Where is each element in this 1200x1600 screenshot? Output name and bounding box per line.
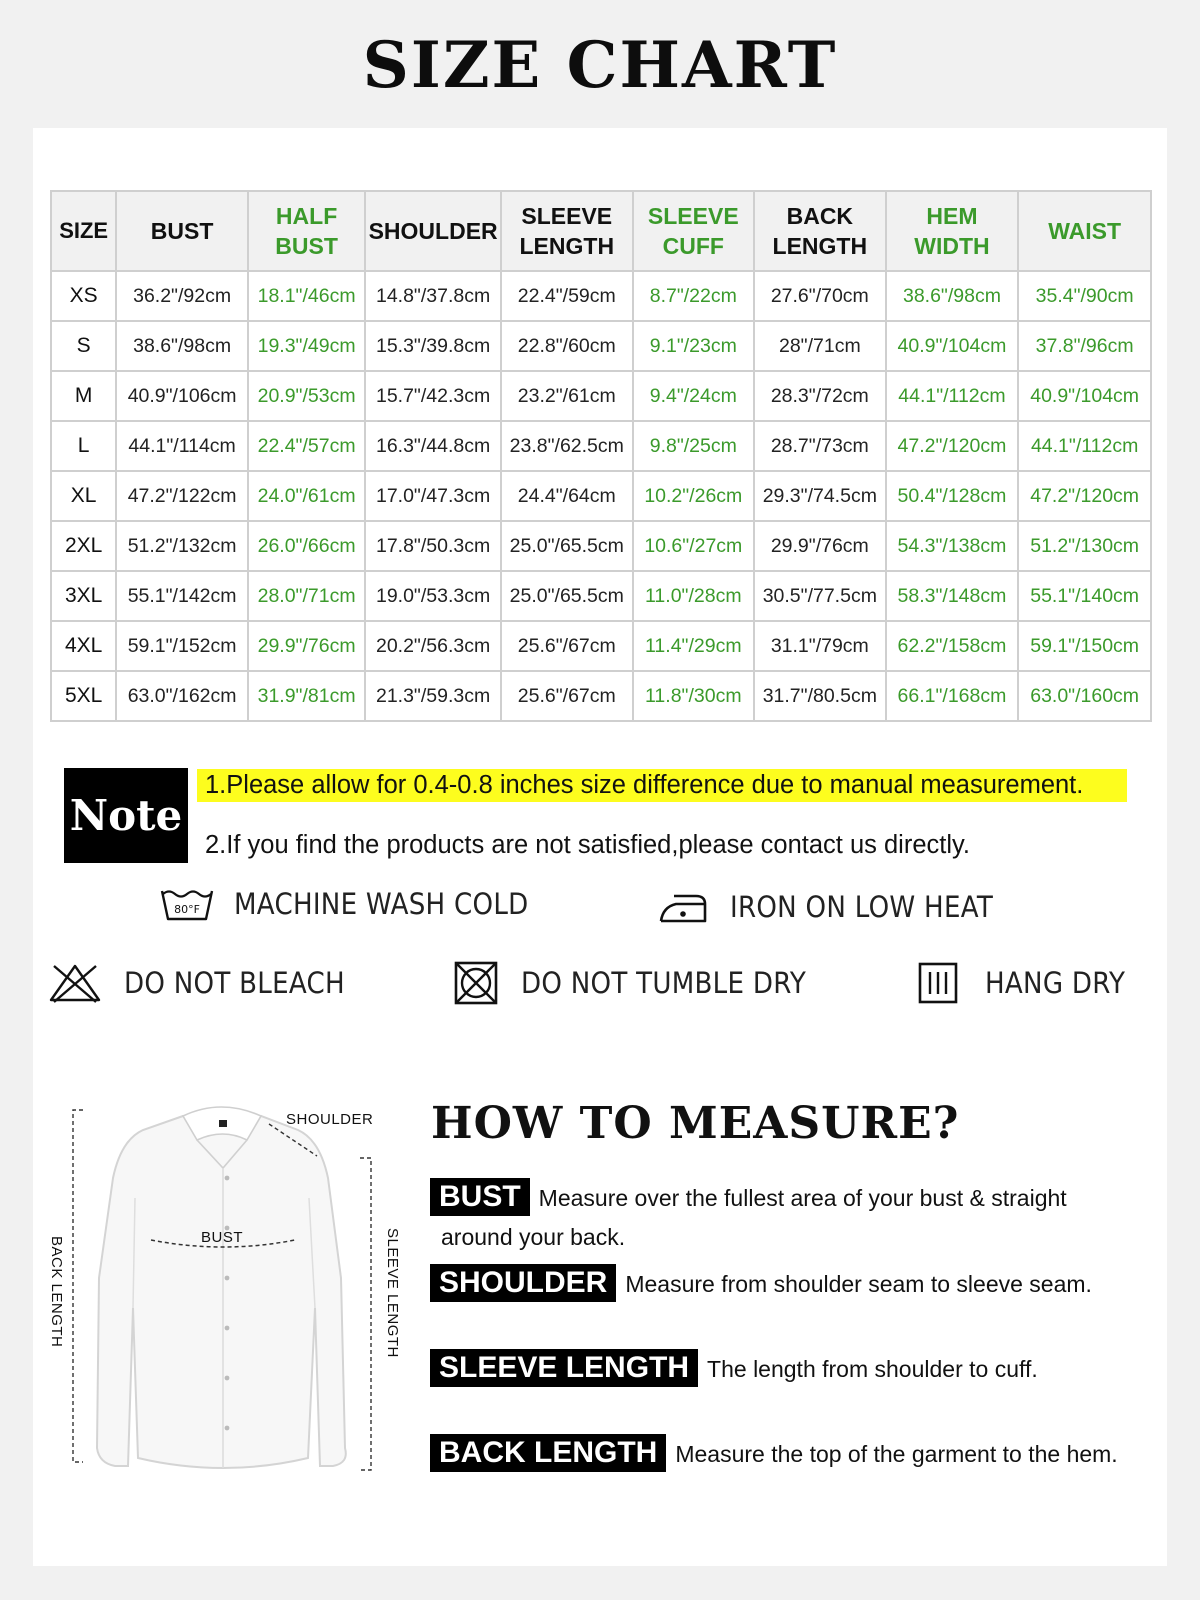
measurement-cell: 16.3"/44.8cm: [365, 421, 501, 471]
measurement-cell: 40.9"/104cm: [1018, 371, 1151, 421]
measurement-cell: 51.2"/132cm: [116, 521, 248, 571]
table-row: [51, 471, 1151, 521]
shoulder-desc: Measure from shoulder seam to sleeve seam.: [625, 1271, 1092, 1297]
measurement-cell: 27.6"/70cm: [754, 271, 886, 321]
size-cell: S: [51, 321, 116, 371]
column-header-shoulder: SHOULDER: [365, 191, 501, 271]
shirt-illustration: [33, 1078, 423, 1498]
measurement-cell: 28.3"/72cm: [754, 371, 886, 421]
sleeve-length-desc: The length from shoulder to cuff.: [707, 1356, 1038, 1382]
measurement-cell: 29.9"/76cm: [754, 521, 886, 571]
measurement-cell: 24.0"/61cm: [248, 471, 365, 521]
table-body: [51, 271, 1151, 721]
note-line-1: 1.Please allow for 0.4-0.8 inches size difference due to manual measurement.: [197, 769, 1127, 802]
measurement-cell: 59.1"/150cm: [1018, 621, 1151, 671]
measurement-cell: 23.8"/62.5cm: [501, 421, 633, 471]
measurement-cell: 9.4"/24cm: [633, 371, 754, 421]
column-header-back-length: BACK LENGTH: [754, 191, 886, 271]
table-row: [51, 321, 1151, 371]
measurement-cell: 38.6"/98cm: [116, 321, 248, 371]
measurement-cell: 55.1"/142cm: [116, 571, 248, 621]
measurement-cell: 63.0"/162cm: [116, 671, 248, 721]
measurement-cell: 44.1"/112cm: [886, 371, 1019, 421]
shoulder-label: SHOULDER: [286, 1111, 374, 1128]
care-iron: [658, 890, 1022, 924]
iron-label: IRON ON LOW HEAT: [730, 890, 994, 924]
measurement-cell: 31.9"/81cm: [248, 671, 365, 721]
measurement-cell: 58.3"/148cm: [886, 571, 1019, 621]
hang-dry-icon: [917, 961, 959, 1005]
measurement-cell: 29.9"/76cm: [248, 621, 365, 671]
bust-desc-continued: around your back.: [441, 1224, 626, 1250]
size-cell: 2XL: [51, 521, 116, 571]
measurement-cell: 47.2"/120cm: [886, 421, 1019, 471]
size-table: [50, 190, 1152, 722]
measurement-cell: 22.8"/60cm: [501, 321, 633, 371]
measurement-cell: 19.0"/53.3cm: [365, 571, 501, 621]
measurement-cell: 15.7"/42.3cm: [365, 371, 501, 421]
table-row: [51, 521, 1151, 571]
measurement-cell: 28.7"/73cm: [754, 421, 886, 471]
sleeve-length-tag: SLEEVE LENGTH: [430, 1349, 698, 1387]
table-row: [51, 371, 1151, 421]
measurement-cell: 28.0"/71cm: [248, 571, 365, 621]
measurement-cell: 26.0"/66cm: [248, 521, 365, 571]
page-title: SIZE CHART: [362, 28, 838, 103]
size-cell: 3XL: [51, 571, 116, 621]
hang-dry-label: HANG DRY: [985, 966, 1126, 1000]
measurement-cell: 50.4"/128cm: [886, 471, 1019, 521]
shirt-diagram: [33, 1078, 423, 1498]
measurement-cell: 11.4"/29cm: [633, 621, 754, 671]
measurement-cell: 29.3"/74.5cm: [754, 471, 886, 521]
measurement-cell: 11.0"/28cm: [633, 571, 754, 621]
measurement-cell: 40.9"/106cm: [116, 371, 248, 421]
measurement-cell: 22.4"/57cm: [248, 421, 365, 471]
measurement-cell: 44.1"/112cm: [1018, 421, 1151, 471]
measurement-cell: 40.9"/104cm: [886, 321, 1019, 371]
measurement-cell: 19.3"/49cm: [248, 321, 365, 371]
care-hang-dry: [917, 961, 1141, 1005]
size-cell: 5XL: [51, 671, 116, 721]
measurement-cell: 66.1"/168cm: [886, 671, 1019, 721]
column-header-hem-width: HEM WIDTH: [886, 191, 1019, 271]
no-bleach-label: DO NOT BLEACH: [124, 966, 345, 1000]
back-length-desc: Measure the top of the garment to the hem.: [675, 1441, 1118, 1467]
measurement-cell: 25.0"/65.5cm: [501, 571, 633, 621]
size-cell: L: [51, 421, 116, 471]
measurement-cell: 38.6"/98cm: [886, 271, 1019, 321]
measurement-cell: 20.9"/53cm: [248, 371, 365, 421]
wash-tub-icon: [160, 886, 214, 922]
measurement-cell: 25.0"/65.5cm: [501, 521, 633, 571]
size-cell: M: [51, 371, 116, 421]
measure-back-length: [430, 1434, 1118, 1474]
measure-bust: [430, 1178, 1067, 1218]
measurement-cell: 20.2"/56.3cm: [365, 621, 501, 671]
column-header-size: SIZE: [51, 191, 116, 271]
column-header-sleeve-cuff: SLEEVE CUFF: [633, 191, 754, 271]
care-no-tumble: [453, 960, 838, 1006]
measurement-cell: 21.3"/59.3cm: [365, 671, 501, 721]
no-bleach-icon: [48, 962, 102, 1004]
size-cell: 4XL: [51, 621, 116, 671]
care-no-bleach: [48, 962, 370, 1004]
no-tumble-label: DO NOT TUMBLE DRY: [521, 966, 807, 1000]
measurement-cell: 17.8"/50.3cm: [365, 521, 501, 571]
measurement-cell: 62.2"/158cm: [886, 621, 1019, 671]
measurement-cell: 11.8"/30cm: [633, 671, 754, 721]
measurement-cell: 47.2"/120cm: [1018, 471, 1151, 521]
measurement-cell: 8.7"/22cm: [633, 271, 754, 321]
measurement-cell: 22.4"/59cm: [501, 271, 633, 321]
table-row: [51, 271, 1151, 321]
measurement-cell: 14.8"/37.8cm: [365, 271, 501, 321]
measurement-cell: 51.2"/130cm: [1018, 521, 1151, 571]
measurement-cell: 54.3"/138cm: [886, 521, 1019, 571]
measurement-cell: 63.0"/160cm: [1018, 671, 1151, 721]
measurement-cell: 10.2"/26cm: [633, 471, 754, 521]
bust-label: BUST: [201, 1229, 244, 1246]
machine-wash-label: MACHINE WASH COLD: [234, 887, 529, 921]
measurement-cell: 25.6"/67cm: [501, 671, 633, 721]
size-cell: XL: [51, 471, 116, 521]
back-length-tag: BACK LENGTH: [430, 1434, 666, 1472]
measure-shoulder: [430, 1264, 1092, 1304]
measurement-cell: 23.2"/61cm: [501, 371, 633, 421]
measure-sleeve-length: [430, 1349, 1038, 1389]
note-line-2: 2.If you find the products are not satisfied,please contact us directly.: [205, 831, 970, 859]
measurement-cell: 15.3"/39.8cm: [365, 321, 501, 371]
table-row: [51, 671, 1151, 721]
table-row: [51, 571, 1151, 621]
size-chart-card: [33, 128, 1167, 1566]
measurement-cell: 10.6"/27cm: [633, 521, 754, 571]
bust-desc: Measure over the fullest area of your bust & straight: [538, 1185, 1067, 1211]
measurement-cell: 36.2"/92cm: [116, 271, 248, 321]
measurement-cell: 31.7"/80.5cm: [754, 671, 886, 721]
sleeve-length-label: SLEEVE LENGTH: [384, 1228, 401, 1358]
measurement-cell: 31.1"/79cm: [754, 621, 886, 671]
column-header-waist: WAIST: [1018, 191, 1151, 271]
no-tumble-dry-icon: [453, 960, 499, 1006]
measurement-cell: 35.4"/90cm: [1018, 271, 1151, 321]
table-row: [51, 621, 1151, 671]
how-to-measure-title: HOW TO MEASURE?: [431, 1098, 960, 1149]
care-machine-wash: [160, 886, 561, 922]
measurement-cell: 30.5"/77.5cm: [754, 571, 886, 621]
measurement-cell: 55.1"/140cm: [1018, 571, 1151, 621]
measurement-cell: 9.1"/23cm: [633, 321, 754, 371]
measurement-cell: 25.6"/67cm: [501, 621, 633, 671]
back-length-label: BACK LENGTH: [48, 1236, 65, 1348]
measurement-cell: 44.1"/114cm: [116, 421, 248, 471]
column-header-sleeve-length: SLEEVE LENGTH: [501, 191, 633, 271]
table-row: [51, 421, 1151, 471]
measurement-cell: 17.0"/47.3cm: [365, 471, 501, 521]
measurement-cell: 9.8"/25cm: [633, 421, 754, 471]
svg-text:80°F: 80°F: [174, 903, 200, 916]
measurement-cell: 28"/71cm: [754, 321, 886, 371]
measurement-cell: 24.4"/64cm: [501, 471, 633, 521]
measurement-cell: 59.1"/152cm: [116, 621, 248, 671]
note-label: Note: [64, 768, 188, 863]
measurement-cell: 47.2"/122cm: [116, 471, 248, 521]
column-header-bust: BUST: [116, 191, 248, 271]
shoulder-tag: SHOULDER: [430, 1264, 616, 1302]
measurement-cell: 37.8"/96cm: [1018, 321, 1151, 371]
table-header-row: [51, 191, 1151, 271]
column-header-half-bust: HALF BUST: [248, 191, 365, 271]
bust-tag: BUST: [430, 1178, 530, 1216]
iron-icon: [658, 890, 708, 924]
measurement-cell: 18.1"/46cm: [248, 271, 365, 321]
size-cell: XS: [51, 271, 116, 321]
